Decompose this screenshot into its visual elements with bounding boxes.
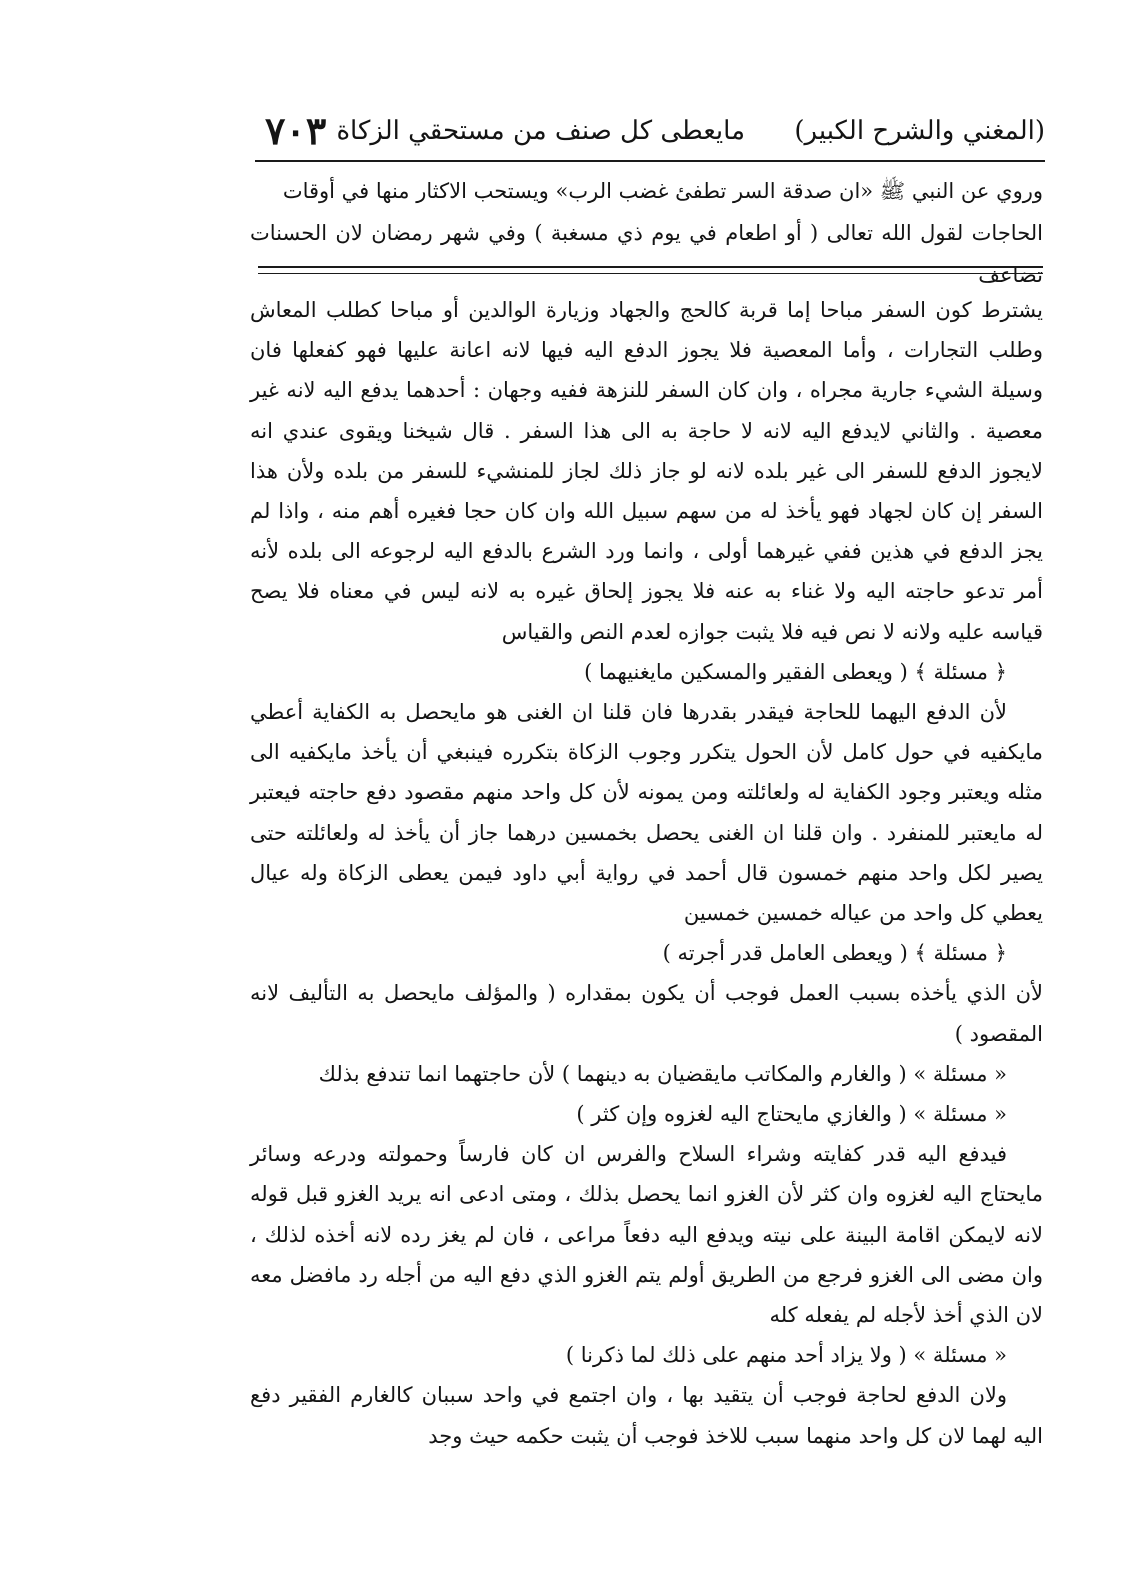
masala-heading: « مسئلة » ( والغازي مايحتاج اليه لغزوه وإن كثر ) bbox=[576, 1102, 1007, 1127]
masala-heading: « مسئلة » ( ولا يزاد أحد منهم على ذلك لما ذكرنا ) bbox=[565, 1343, 1007, 1368]
paragraph: ولان الدفع لحاجة فوجب أن يتقيد بها ، وان اجتمع في واحد سببان كالغارم الفقير دفع اليه لهما لان كل واحد منهما سبب للاخذ فوجب أن يثبت حكمه حيث وجد bbox=[250, 1383, 1043, 1448]
upper-text-line: وروي عن النبي ﷺ «ان صدقة السر تطفئ غضب الرب» ويستحب الاكثار منها في أوقات bbox=[282, 179, 1043, 203]
page-number: ٧٠٣ bbox=[265, 108, 327, 153]
masala-heading: « مسئلة » ( والغارم والمكاتب مايقضيان به دينهما ) لأن حاجتهما انما تندفع بذلك bbox=[318, 1061, 1007, 1086]
running-head-chapter-title: مايعطى كل صنف من مستحقي الزكاة bbox=[336, 116, 745, 146]
running-head-book-title: (المغني والشرح الكبير) bbox=[794, 116, 1045, 146]
paragraph: لأن الدفع اليهما للحاجة فيقدر بقدرها فان قلنا ان الغنى هو مايحصل به الكفاية أعطي مايكفيه في حول كامل لأن الحول يتكرر وجوب الزكاة بتكرره فينبغي أن يأخذ مايكفيه الى مثله ويعتبر وجود الكفاية له ولعائلته ومن يمونه لأن كل واحد منهم مقصود دفع حاجته فيعتبر له مايعتبر للمنفرد . وان قلنا ان الغنى يحصل بخمسين درهما جاز أن يأخذ له ولعائلته حتى يصير لكل واحد منهم خمسون قال أحمد في رواية أبي داود فيمن يعطى الزكاة وله عيال يعطي كل واحد من عياله خمسين خمسين bbox=[250, 700, 1043, 926]
lower-text-block bbox=[250, 290, 1043, 1456]
masala-heading: ﴿ مسئلة ﴾ ( ويعطى الفقير والمسكين مايغنيهما ) bbox=[584, 659, 1007, 684]
paragraph: لأن الذي يأخذه بسبب العمل فوجب أن يكون بمقداره ( والمؤلف مايحصل به التأليف لانه المقصود ) bbox=[250, 981, 1043, 1046]
section-divider-rule bbox=[258, 266, 1043, 274]
paragraph: فيدفع اليه قدر كفايته وشراء السلاح والفرس ان كان فارساً وحمولته ودرعه وسائر مايحتاج اليه لغزوه وان كثر لأن الغزو انما يحصل بذلك ، ومتى ادعى انه يريد الغزو قبل قوله لانه لايمكن اقامة البينة على نيته ويدفع اليه دفعاً مراعى ، فان لم يغز رده لانه أخذه لذلك ، وان مضى الى الغزو فرجع من الطريق أولم يتم الغزو الذي دفع اليه من أجله رد مافضل معه لان الذي أخذ لأجله لم يفعله كله bbox=[250, 1142, 1043, 1328]
upper-text-line: الحاجات لقول الله تعالى ( أو اطعام في يوم ذي مسغبة ) وفي شهر رمضان لان الحسنات تضاعف bbox=[250, 221, 1043, 287]
upper-text-block bbox=[250, 170, 1043, 296]
header-rule bbox=[255, 160, 1045, 162]
masala-heading: ﴿ مسئلة ﴾ ( ويعطى العامل قدر أجرته ) bbox=[662, 941, 1007, 966]
paragraph: يشترط كون السفر مباحا إما قربة كالحج والجهاد وزيارة الوالدين أو مباحا كطلب المعاش وطلب التجارات ، وأما المعصية فلا يجوز الدفع اليه فيها لانه اعانة عليها فهو كفعلها فان وسيلة الشيء جارية مجراه ، وان كان السفر للنزهة ففيه وجهان : أحدهما يدفع اليه لانه غير معصية . والثاني لايدفع اليه لانه لا حاجة به الى هذا السفر . قال شيخنا ويقوى عندي انه لايجوز الدفع للسفر الى غير بلده لانه لو جاز ذلك لجاز للمنشيء للسفر من بلده ولأن هذا السفر إن كان لجهاد فهو يأخذ له من سهم سبيل الله وان كان حجا فغيره أهم منه ، واذا لم يجز الدفع في هذين ففي غيرهما أولى ، وانما ورد الشرع بالدفع اليه لرجوعه الى بلده لأنه أمر تدعو حاجته اليه ولا غناء به عنه فلا يجوز إلحاق غيره به لانه ليس في معناه فلا يصح قياسه عليه ولانه لا نص فيه فلا يثبت جوازه لعدم النص والقياس bbox=[250, 298, 1043, 644]
page-header bbox=[255, 108, 1045, 160]
